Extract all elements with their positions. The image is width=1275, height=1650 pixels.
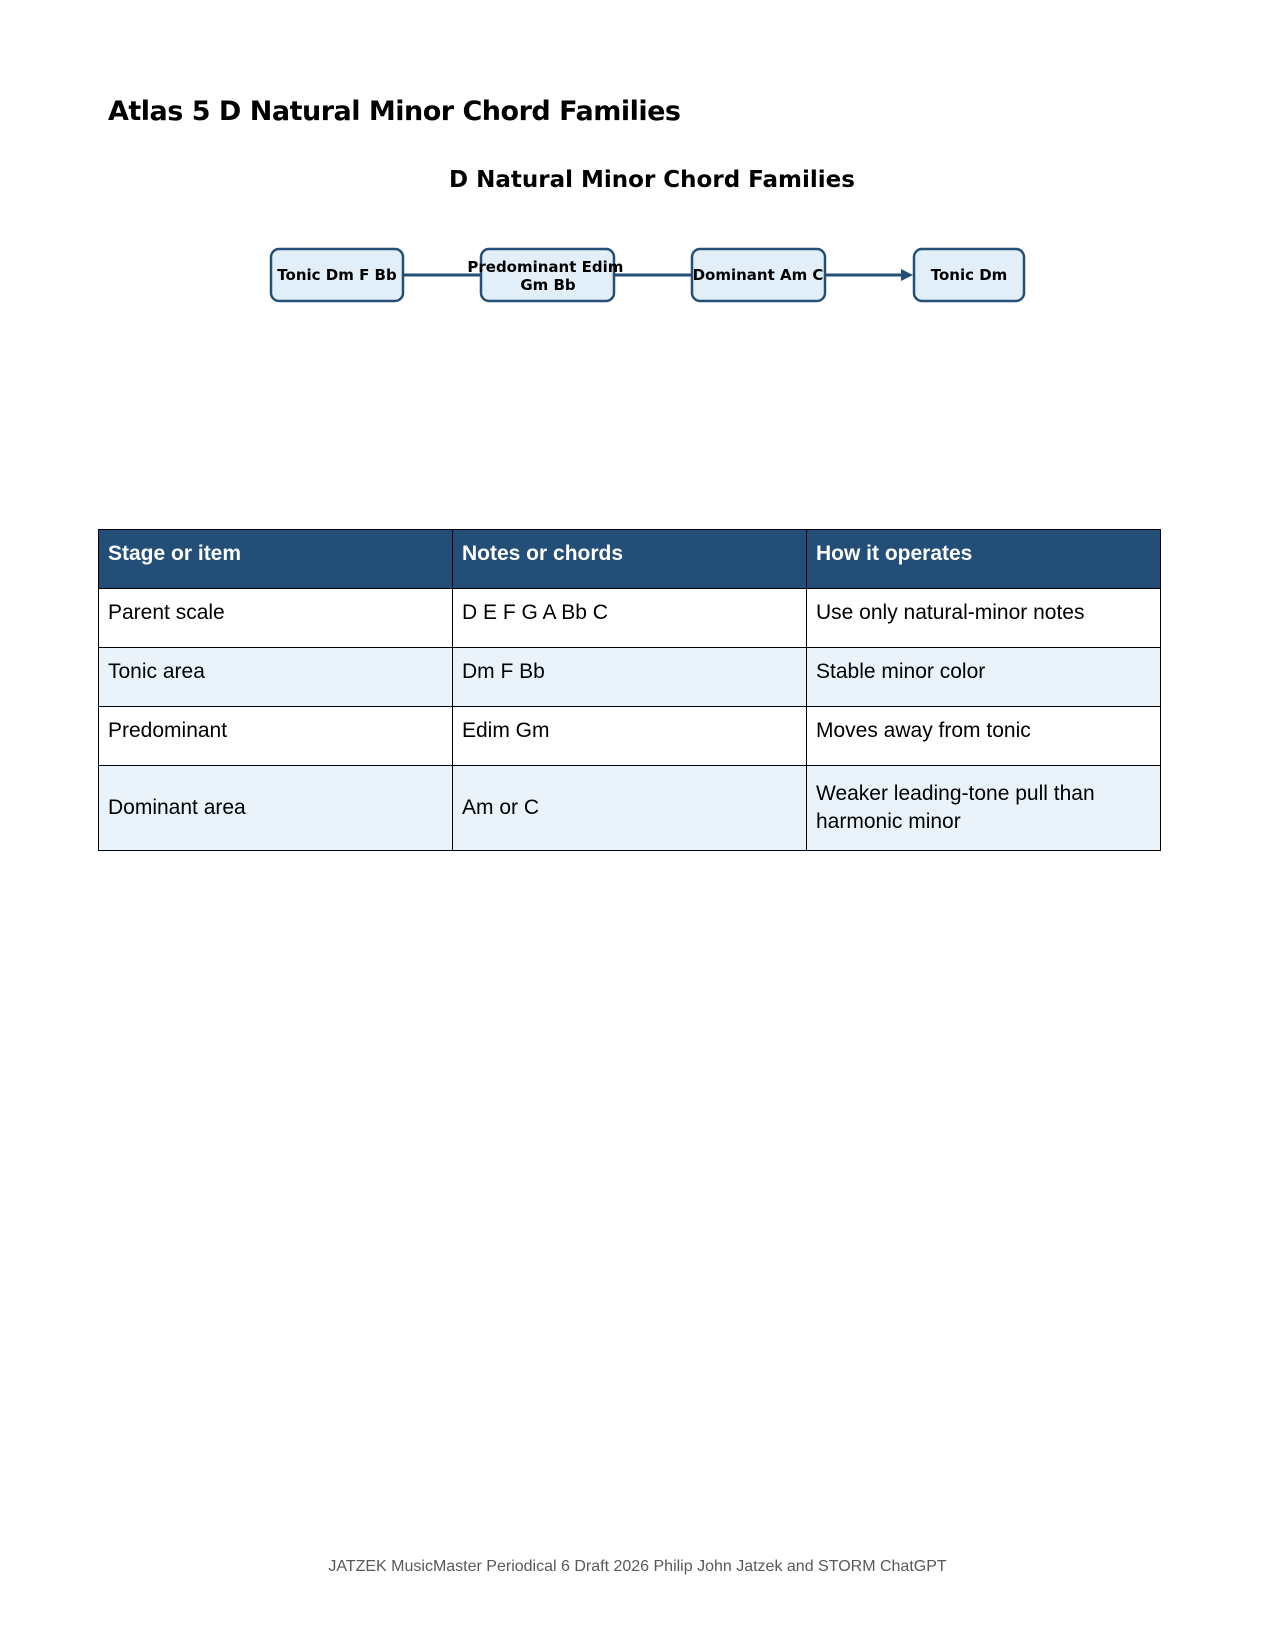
- node-tonic-end: [914, 249, 1024, 301]
- table-row: [99, 589, 1161, 648]
- table-row: [99, 648, 1161, 707]
- table-cell: Stable minor color: [807, 648, 1161, 707]
- table-cell: Tonic area: [99, 648, 453, 707]
- table-row: [99, 766, 1161, 851]
- table-cell: Am or C: [453, 766, 807, 851]
- arrowhead-icon: [901, 269, 913, 281]
- table-cell: D E F G A Bb C: [453, 589, 807, 648]
- chord-family-flow-diagram: [0, 0, 1275, 360]
- node-label: Tonic Dm: [930, 266, 1008, 284]
- table-cell: Weaker leading-tone pull than harmonic minor: [807, 766, 1161, 851]
- chord-family-table: [98, 529, 1161, 851]
- column-header-notes: Notes or chords: [453, 530, 807, 589]
- table-cell: Parent scale: [99, 589, 453, 648]
- column-header-operation: How it operates: [807, 530, 1161, 589]
- node-label: Dominant Am C: [692, 266, 824, 284]
- page-title: Atlas 5 D Natural Minor Chord Families: [108, 96, 681, 127]
- table-cell: Dm F Bb: [453, 648, 807, 707]
- table-row: [99, 707, 1161, 766]
- node-predominant: [467, 249, 628, 301]
- node-label: Predominant Edim Gm Bb: [467, 258, 624, 294]
- node-tonic-start: [271, 249, 403, 301]
- table-cell: Dominant area: [99, 766, 453, 851]
- table-cell: Edim Gm: [453, 707, 807, 766]
- table-header-row: [99, 530, 1161, 589]
- column-header-stage: Stage or item: [99, 530, 453, 589]
- node-dominant: [692, 249, 825, 301]
- page-footer: JATZEK MusicMaster Periodical 6 Draft 2026 Philip John Jatzek and STORM ChatGPT: [328, 1558, 947, 1575]
- table-cell: Use only natural-minor notes: [807, 589, 1161, 648]
- diagram-title: D Natural Minor Chord Families: [449, 167, 855, 193]
- table-cell: Predominant: [99, 707, 453, 766]
- node-label: Tonic Dm F Bb: [277, 266, 397, 284]
- table-cell: Moves away from tonic: [807, 707, 1161, 766]
